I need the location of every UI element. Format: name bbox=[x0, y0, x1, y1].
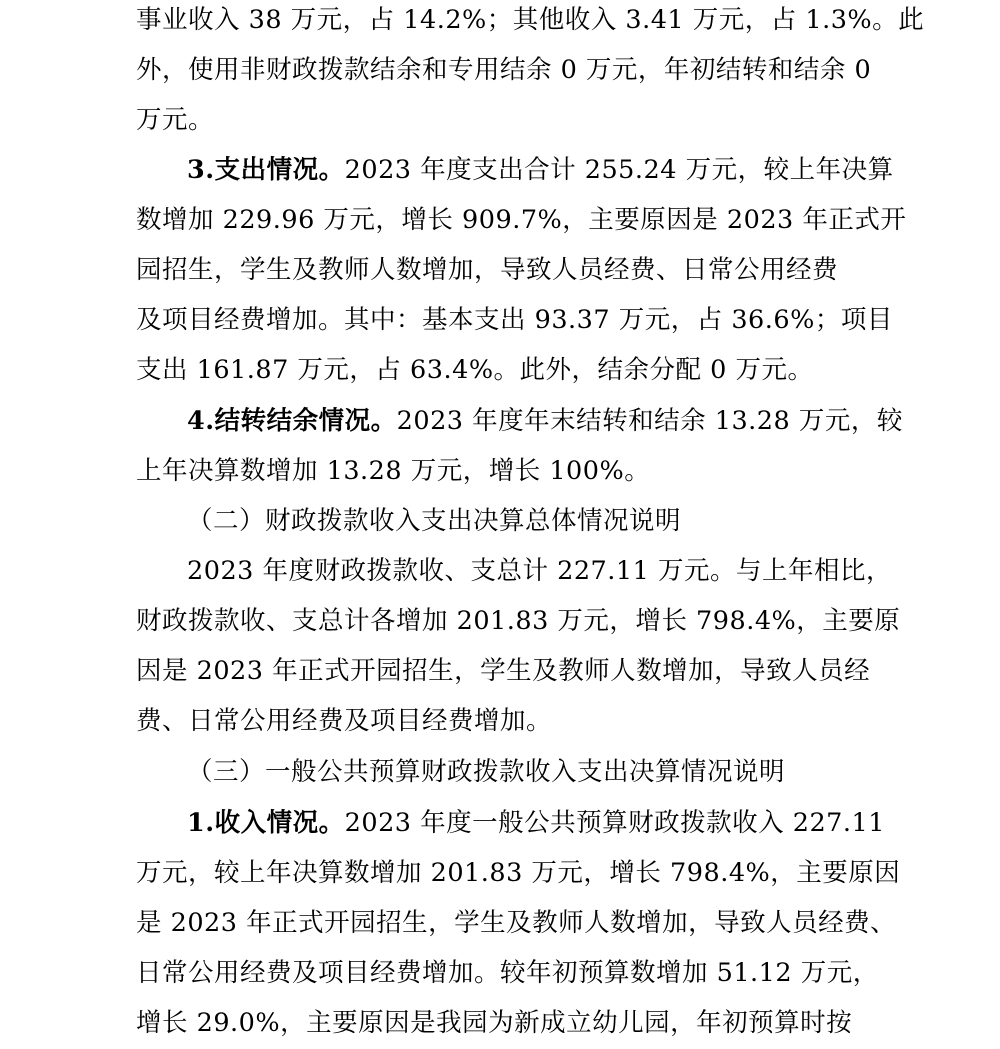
paragraph-line: 万元。 bbox=[136, 105, 215, 135]
paragraph-text: 2023 年度年末结转和结余 13.28 万元，较 bbox=[396, 406, 903, 436]
section-carryover bbox=[136, 396, 929, 447]
paragraph-line: 2023 年度财政拨款收、支总计 227.11 万元。与上年相比， bbox=[187, 556, 892, 586]
paragraph-line: 是 2023 年正式开园招生，学生及教师人数增加，导致人员经费、 bbox=[136, 908, 897, 938]
section-heading-carryover: 4.结转结余情况。 bbox=[187, 406, 397, 436]
paragraph-line: 事业收入 38 万元，占 14.2%；其他收入 3.41 万元，占 1.3%。此 bbox=[136, 5, 925, 35]
subsection-title: （三）一般公共预算财政拨款收入支出决算情况说明 bbox=[187, 757, 786, 787]
paragraph-text: 2023 年度一般公共预算财政拨款收入 227.11 bbox=[344, 808, 885, 838]
paragraph-line: 及项目经费增加。其中：基本支出 93.37 万元，占 36.6%；项目 bbox=[136, 305, 893, 335]
section-income bbox=[136, 798, 929, 849]
section-heading-income: 1.收入情况。 bbox=[187, 808, 345, 838]
paragraph-line: 日常公用经费及项目经费增加。较年初预算数增加 51.12 万元， bbox=[136, 958, 879, 988]
paragraph-line: 费、日常公用经费及项目经费增加。 bbox=[136, 706, 553, 736]
section-heading-expenditure: 3.支出情况。 bbox=[187, 155, 345, 185]
paragraph-line: 支出 161.87 万元，占 63.4%。此外，结余分配 0 万元。 bbox=[136, 355, 814, 385]
paragraph-line: 增长 29.0%，主要原因是我园为新成立幼儿园，年初预算时按 bbox=[136, 1008, 853, 1038]
paragraph-line: 上年决算数增加 13.28 万元，增长 100%。 bbox=[136, 456, 651, 486]
paragraph-line: 外，使用非财政拨款结余和专用结余 0 万元，年初结转和结余 0 bbox=[136, 55, 872, 85]
paragraph-line: 数增加 229.96 万元，增长 909.7%，主要原因是 2023 年正式开 bbox=[136, 205, 907, 235]
paragraph-line: 财政拨款收、支总计各增加 201.83 万元，增长 798.4%，主要原 bbox=[136, 606, 901, 636]
subsection-title: （二）财政拨款收入支出决算总体情况说明 bbox=[187, 506, 682, 536]
section-expenditure bbox=[136, 145, 929, 196]
paragraph-line: 万元，较上年决算数增加 201.83 万元，增长 798.4%，主要原因 bbox=[136, 858, 901, 888]
paragraph-line: 因是 2023 年正式开园招生，学生及教师人数增加，导致人员经 bbox=[136, 656, 871, 686]
paragraph-text: 2023 年度支出合计 255.24 万元，较上年决算 bbox=[344, 155, 894, 185]
paragraph-line: 园招生，学生及教师人数增加，导致人员经费、日常公用经费 bbox=[136, 255, 839, 285]
